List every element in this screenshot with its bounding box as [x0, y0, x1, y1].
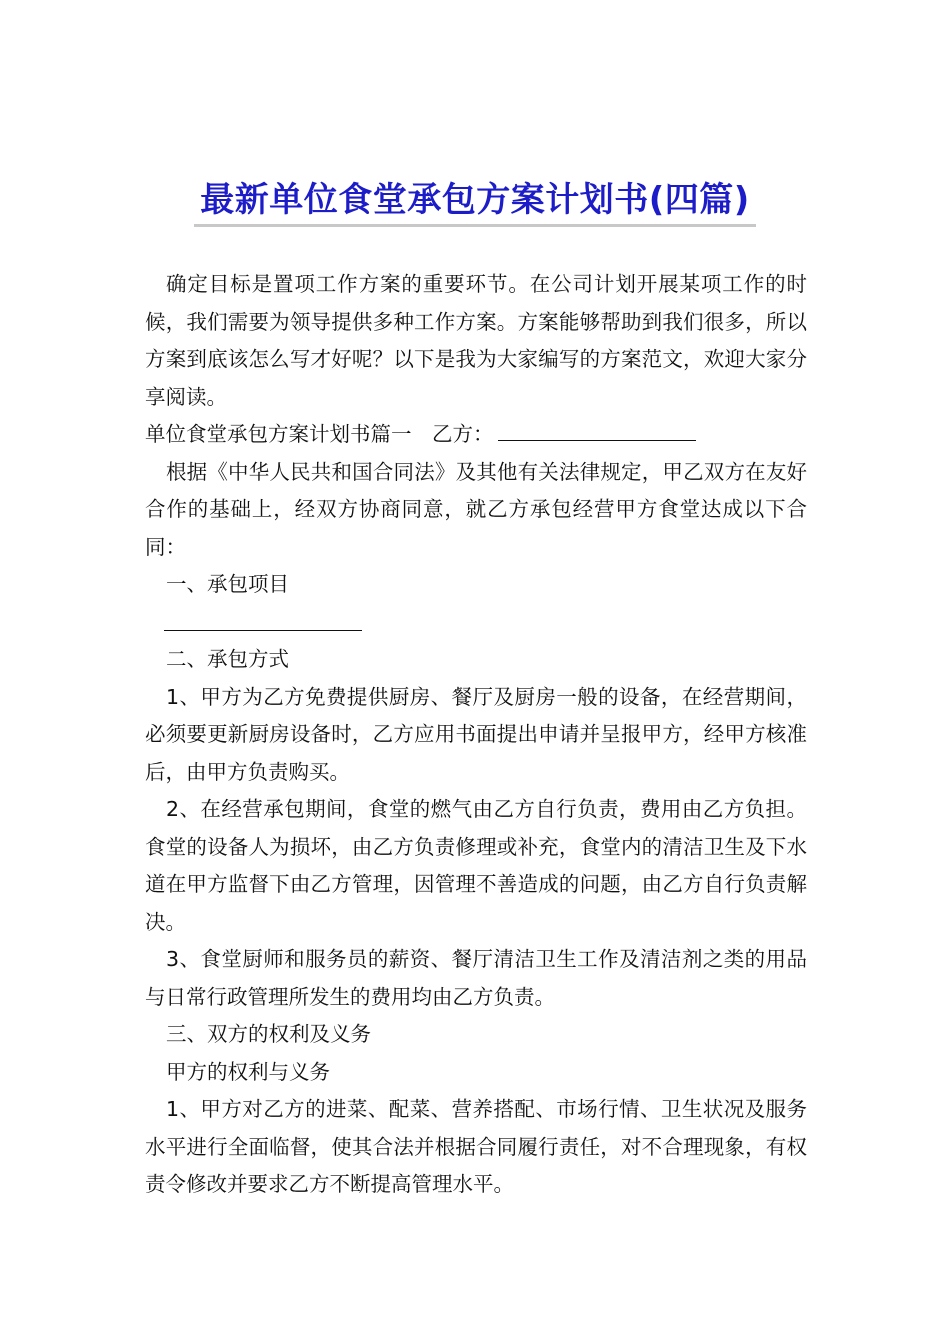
method-item-3: 3、食堂厨师和服务员的薪资、餐厅清洁卫生工作及清洁剂之类的用品与日常行政管理所发生的费用均由乙方负责。 [145, 947, 807, 1009]
preamble-paragraph: 根据《中华人民共和国合同法》及其他有关法律规定，甲乙双方在友好合作的基础上，经双方协商同意，就乙方承包经营甲方食堂达成以下合同： [145, 459, 807, 559]
section-heading-text: 单位食堂承包方案计划书篇一 乙方： [145, 422, 494, 446]
method-item-1: 1、甲方为乙方免费提供厨房、餐厅及厨房一般的设备，在经营期间，必须要更新厨房设备时，乙方应用书面提出申请并呈报甲方，经甲方核准后，由甲方负责购买。 [145, 684, 807, 784]
rights-item-1: 1、甲方对乙方的进菜、配菜、营养搭配、市场行情、卫生状况及服务水平进行全面临督，使其合法并根据合同履行责任，对不合理现象，有权责令修改并要求乙方不断提高管理水平。 [145, 1097, 807, 1196]
intro-paragraph: 确定目标是置项工作方案的重要环节。在公司计划开展某项工作的时候，我们需要为领导提供多种工作方案。方案能够帮助到我们很多，所以方案到底该怎么写才好呢？以下是我为大家编写的方案范文，欢迎大家分享阅读。 [145, 272, 807, 409]
section-heading [145, 416, 807, 454]
method-item-2: 2、在经营承包期间，食堂的燃气由乙方自行负责，费用由乙方负担。食堂的设备人为损坏，由乙方负责修理或补充，食堂内的清洁卫生及下水道在甲方监督下由乙方管理，因管理不善造成的问题，由乙方自行负责解决。 [145, 797, 807, 934]
party-b-blank-line [498, 418, 696, 441]
document-title: 最新单位食堂承包方案计划书(四篇) [194, 176, 756, 227]
document-body [145, 266, 807, 1204]
heading-rights-duties: 三、双方的权利及义务 [166, 1022, 371, 1046]
contract-item-blank-row [145, 604, 807, 642]
title-container [0, 176, 950, 227]
subheading-party-a: 甲方的权利与义务 [166, 1059, 330, 1084]
contract-item-blank-line [164, 608, 362, 631]
heading-contract-item: 一、承包项目 [166, 572, 289, 596]
heading-contract-method: 二、承包方式 [166, 647, 289, 671]
